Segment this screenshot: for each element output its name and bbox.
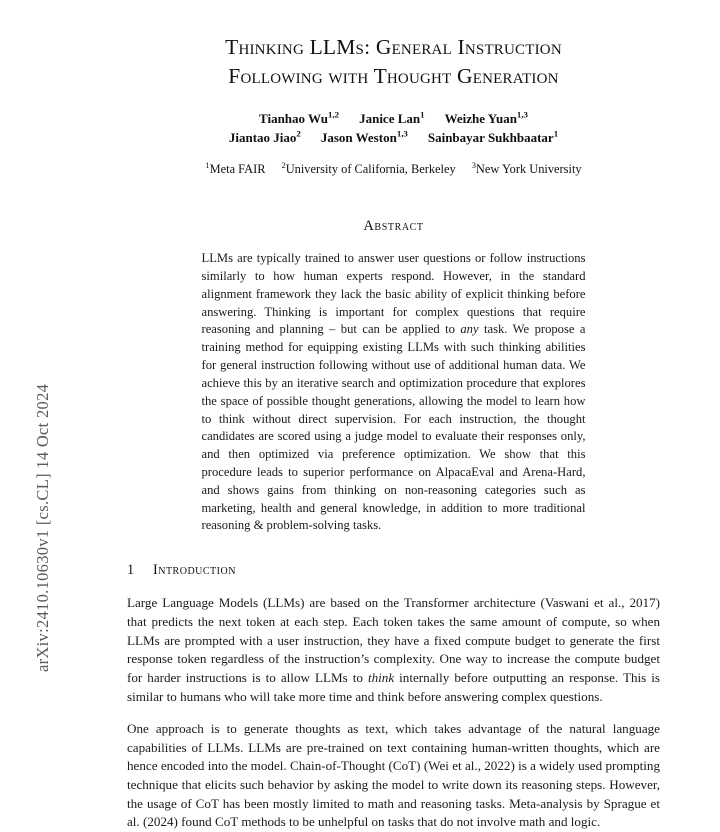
section-number: 1 (127, 562, 135, 579)
author-entry (445, 110, 528, 129)
author-name: Tianhao Wu (259, 111, 329, 127)
author-name: Weizhe Yuan (444, 111, 517, 127)
section-title: Introduction (153, 562, 236, 579)
abstract-heading: Abstract (363, 218, 424, 235)
abstract-text-part-1: LLMs are typically trained to answer user questions or follow instructions similarly to how human experts respond. However, in the standard alignment framework they lack the basic ability of explicit thinking before answering. Thinking is important for complex questions that require reasoning and planning – but can be applied to (201, 251, 586, 337)
author-row-1 (127, 110, 660, 129)
paragraph-text-part-2: internally before outputting an response. This is similar to humans who will take more time and think before answering complex questions. (127, 669, 660, 704)
author-name: Jiantao Jiao (228, 130, 297, 146)
author-list (127, 110, 660, 148)
affiliation-name: Meta FAIR (209, 161, 266, 176)
author-entry (259, 110, 339, 129)
affiliation-marker: 2 (281, 159, 286, 170)
author-entry (321, 129, 408, 148)
author-affiliation-marker: 1,3 (396, 128, 408, 139)
affiliation-entry (205, 161, 265, 178)
paper-content-column (127, 0, 660, 832)
title-line-2: Following with Thought Generation (228, 63, 559, 88)
abstract-body (202, 250, 586, 535)
abstract-text-part-2: task. We propose a training method for equipping existing LLMs with such thinking abilities for general instruction following without use of additional human data. We achieve this by an iterative search and optimization procedure that explores the space of possible thought generations, allowing the model to learn how to think without direct supervision. For each instruction, the thought candidates are scored using a judge model to evaluate their responses only, and then optimized via preference optimization. We show that this procedure leads to superior performance on AlpacaEval and Arena-Hard, and shows gains from thinking on non-reasoning categories such as marketing, health and general knowledge, in addition to more traditional reasoning & problem-solving tasks. (201, 322, 586, 533)
section-heading-introduction (127, 562, 660, 579)
page-title (127, 33, 660, 90)
author-entry (229, 129, 301, 148)
author-affiliation-marker: 2 (296, 128, 301, 139)
title-line-1: Thinking LLMs: General Instruction (225, 35, 562, 59)
affiliation-marker: 1 (205, 159, 210, 170)
author-name: Jason Weston (320, 130, 397, 146)
author-affiliation-marker: 1 (420, 109, 425, 120)
paragraph (127, 720, 660, 832)
affiliation-list (127, 161, 660, 178)
paragraph-emphasis: think (367, 669, 395, 685)
affiliation-entry (282, 161, 456, 178)
author-entry (359, 110, 424, 129)
author-row-2 (127, 129, 660, 148)
affiliation-name: University of California, Berkeley (285, 161, 456, 176)
author-name: Sainbayar Sukhbaatar (427, 130, 554, 146)
arxiv-stamp-text: arXiv:2410.10630v1 [cs.CL] 14 Oct 2024 (33, 383, 52, 672)
affiliation-marker: 3 (471, 159, 476, 170)
paragraph (127, 594, 660, 706)
author-affiliation-marker: 1,3 (516, 109, 528, 120)
paragraph-text-part-1: One approach is to generate thoughts as text, which takes advantage of the natural language capabilities of LLMs. LLMs are pre-trained on text containing human-written thoughts, which are hence encoded into the model. Chain-of-Thought (CoT) (Wei et al., 2022) is a widely used prompting technique that elicits such behavior by asking the model to write down its reasoning steps. However, the usage of CoT has been mostly limited to math and reasoning tasks. Meta-analysis by Sprague et al. (2024) found CoT methods to be unhelpful on tasks that do not involve math and logic. (127, 721, 660, 830)
abstract-emphasis: any (460, 322, 479, 337)
author-affiliation-marker: 1,2 (328, 109, 340, 120)
author-entry (428, 129, 558, 148)
affiliation-name: New York University (475, 161, 582, 176)
author-name: Janice Lan (359, 111, 421, 127)
paragraph-text-part-1: Large Language Models (LLMs) are based on the Transformer architecture (Vaswani et al., 2017) that predicts the next token at each step. Each token takes the same amount of compute, so when LLMs are prompted with a user instruction, they have a fixed compute budget to generate the first response token regardless of the instruction’s complexity. One way to increase the compute budget for harder instructions is to allow LLMs to (127, 595, 660, 685)
author-affiliation-marker: 1 (553, 128, 559, 139)
affiliation-entry (472, 161, 582, 178)
